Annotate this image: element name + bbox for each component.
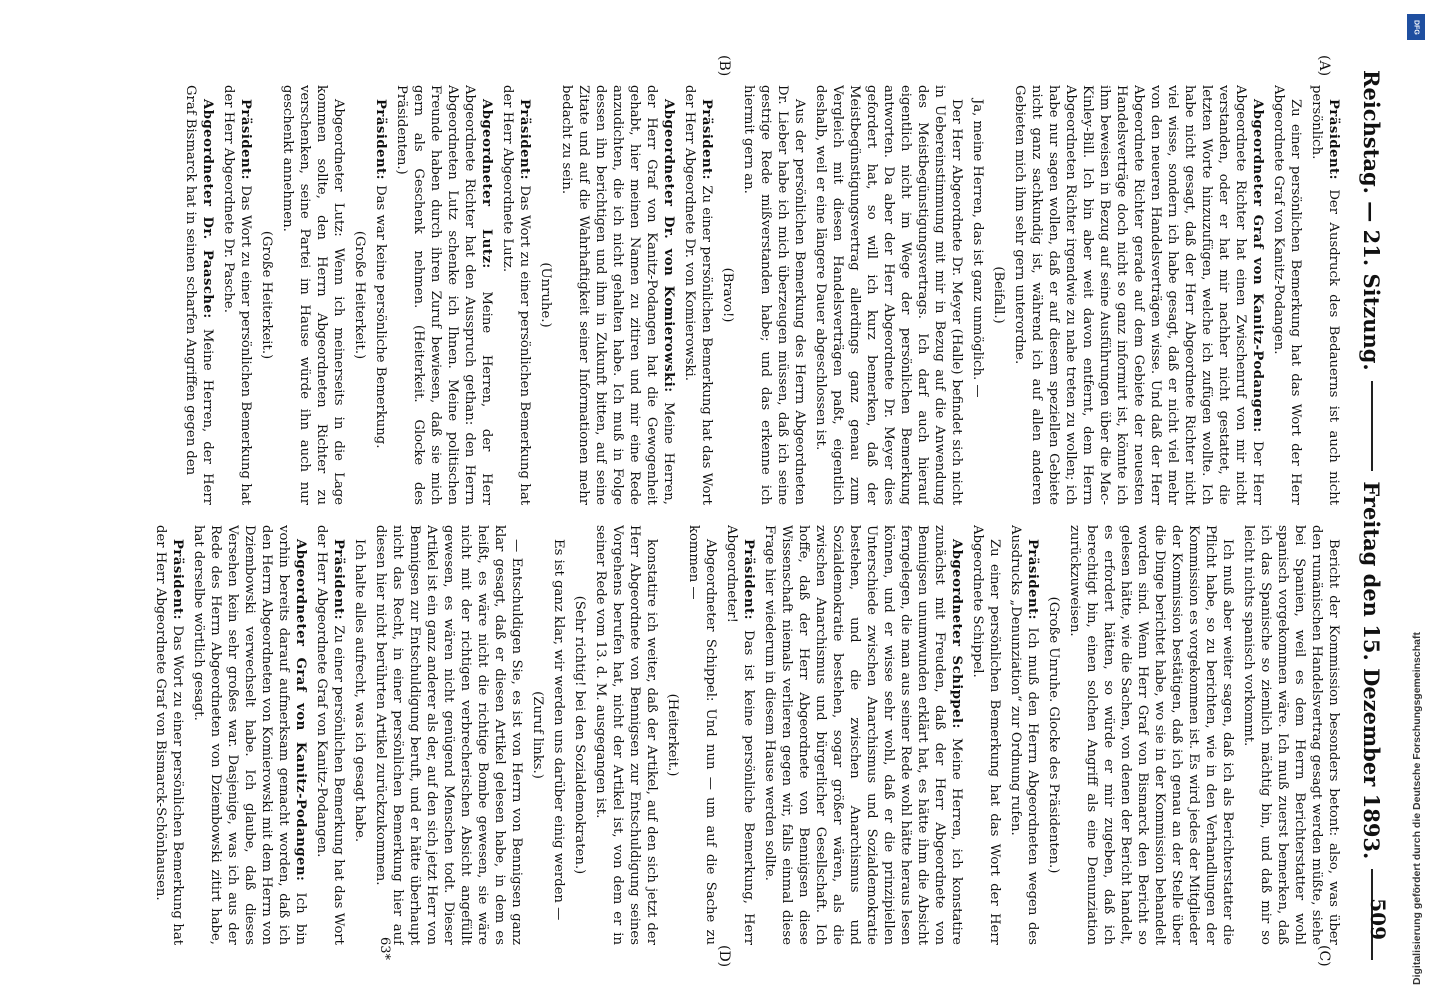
paragraph-text: konstatire ich weiter, daß der Artikel, auf den sich jetzt der Herr Abgeordnete von Bennigsen zur Entschuldigung seines Vorgehens berufen hat, nicht der Artikel ist, von dem er in seiner Rede vom 13. d. M. ausgegangen ist. [593, 525, 659, 945]
paragraph-text: Es ist ganz klar, wir werden uns darüber einig werden — [551, 539, 566, 921]
paragraph [220, 85, 254, 505]
speaker-name: Abgeordneter Schippel: [949, 539, 964, 739]
paragraph [740, 85, 808, 505]
speaker-name: Präsident: [331, 539, 346, 626]
paragraph-text: Aus der persönlichen Bemerkung des Herrn Abgeordneten Dr. Lieber habe ich mich überzeugen müssen, daß ich seine gestrige Rede mißverstanden habe; und das erkenne ich hiermit gern an. [741, 85, 807, 505]
paragraph [372, 525, 525, 945]
paragraph-text: Das Wort zu einer persönlichen Bemerkung hat der Herr Abgeordnete Lutz. [500, 85, 532, 505]
stage-direction: (Unruhe.) [538, 262, 553, 328]
paragraph-text: Ich muß aber weiter sagen, daß ich als Berichterstatter die Pflicht habe, so zu berichten, wie in den Verhandlungen der Kommission es vorgekommen ist. Es wird jedes der Mitglieder der Kommission bestätigen, daß ich genau an der Stelle über die Dinge berichtet habe, wo sie in der Kommission behandelt worden sind. Wenn Herr Graf von Bismarck den Bericht so gelesen hätte, wie die Sachen, von denen der Bericht handelt, es erfordert hätten, so würde er mir zugeben, daß ich berechtigt bin, einen solchen Angriff als eine Denunziation zurückzuweisen. [1067, 525, 1235, 945]
paragraph-text: — Entschuldigen Sie, es ist von Herrn von Bennigsen ganz klar gesagt, daß er diesen Artikel gelesen habe, in dem es heißt, es wäre nicht die richtige Bombe gewesen, sie wäre nicht mit der richtigen verbrecherischen Absicht angefüllt gewesen, es wären nicht genügend Menschen todt. Dieser Artikel ist ein ganz anderer als der, auf den sich jetzt Herr von Bennigsen zur Entschuldigung beruft, und er hätte überhaupt nicht das Recht, in einer persönlichen Bemerkung hier auf diesen hier nicht berührten Artikel zurückzukommen. [373, 525, 524, 945]
speaker-name: Präsident: [373, 99, 388, 186]
paragraph-text: Der Herr Abgeordnete Dr. Meyer (Halle) befindet sich nicht in Uebereinstimmung mit mir in Bezug auf die Anwendung des Meistbegünstigungsvertrags. Ich darf auch hierauf eigentlich nicht im Wege der persönlichen Bemerkung antworten. Da aber der Herr Abgeordnete Dr. Meyer dies gefordert hat, so will ich kurz bemerken, daß der Meistbegünstigungsvertrag allerdings ganz genau zum Vergleich mit diesen Handelsverträgen paßt, eigentlich deshalb, weil er eine längere Dauer abgeschlossen ist. [813, 85, 964, 505]
paragraph-text: Bericht der Kommission besonders betont: also, was über den rumänischen Handelsvertrag gesagt werden müßte, siehe bei Spanien, weil es dem Herrn Berichterstatter wohl spanisch vorgekommen wäre. Ich muß zuerst bemerken, daß ich das Spanische so ziemlich mächtig bin, und daß mir so leicht nichts spanisch vorkommt. [1241, 525, 1341, 945]
paragraph [279, 85, 347, 505]
paragraph-text: Das Wort zu einer persönlichen Bemerkung hat der Herr Abgeordnete Dr. Pasche. [221, 85, 253, 505]
paragraph [190, 525, 309, 945]
paragraph-text: Meine Herren, ich konstatire zunächst mit Freuden, daß der Herr Abgeordnete von Bennigsen unumwunden erklärt hat, es hätte ihm die Absicht ferngelegen, die man aus seiner Rede wohl hätte heraus lesen können, und er wisse sehr wohl, daß er die prinzipiellen Unterschiede zwischen Anarchismus und Sozialdemokratie bestehen, und die zwischen Anarchismus und Sozialdemokratie bestehen, sogar größer wären, als die zwischen Anarchismus und bürgerlicher Gesellschaft. Ich hoffe, daß der Herr Abgeordnete von Bennigsen diese Wissenschaft niemals verlieren gegen wir, falls einmal diese Frage hier wiederum in diesem Hause werden sollte. [762, 525, 964, 945]
margin-marker-a: (A) [1316, 55, 1332, 77]
paragraph [761, 525, 965, 945]
paragraph-text: Zu einer persönlichen Bemerkung hat das Wort der Herr Abgeordnete Dr. von Komierowski. [682, 85, 714, 505]
paragraph [1270, 85, 1304, 505]
header-left: Reichstag. — 21. Sitzung. [1359, 70, 1385, 371]
paragraph-text: Abgeordneter Schippel: Und nun — um auf die Sache zu kommen — [686, 525, 718, 945]
dfg-credit-text: Digitalisierung gefördert durch die Deutsche Forschungsgemeinschaft [1411, 632, 1423, 985]
speaker-name: Präsident: [1025, 539, 1040, 628]
margin-marker-b: (B) [716, 55, 732, 77]
stage-direction: (Beifall.) [991, 266, 1006, 324]
stage-direction: (Zuruf links.) [530, 691, 545, 779]
paragraph-text: Ich muß den Herrn Abgeordneten wegen des Ausdrucks „Denunziation“ zur Ordnung rufen. [1008, 525, 1040, 945]
paragraph-text: Das Wort zu einer persönlichen Bemerkung hat der Herr Abgeordnete Graf von Bismarck-Schönhausen. [153, 525, 185, 945]
paragraph-text: Zu einer persönlichen Bemerkung hat das Wort der Herr Abgeordnete Schippel. [970, 525, 1002, 945]
stage-direction: (Große Heiterkeit.) [259, 230, 274, 360]
speaker-name: Präsident: [741, 539, 756, 631]
paragraph [499, 85, 533, 505]
speaker-name: Präsident: [1326, 99, 1341, 190]
stage-direction: (Große Unruhe. Glocke des Präsidenten.) [1046, 596, 1061, 874]
speaker-name: Abgeordneter Graf von Kanitz-Podangen: [1250, 99, 1265, 442]
paragraph [1308, 85, 1342, 505]
stage-direction: (Große Heiterkeit.) [352, 230, 367, 360]
paragraph-text: Ja, meine Herren, das ist ganz unmöglich. — [970, 99, 985, 398]
running-header [1352, 70, 1392, 970]
stage-direction: (Sehr richtig! bei den Sozialdemokraten.) [572, 595, 587, 875]
paragraph [685, 525, 719, 945]
paragraph-text: Ich halte alles aufrecht, was ich gesagt habe. [352, 539, 367, 843]
paragraph-text: Ich bin vorhin bereits darauf aufmerksam gemacht worden, daß ich den Herrn Abgeordneten von Komierowski mit dem Herrn von Dziembowski verwechselt habe. Ich glaube, daß dieses Versehen kein sehr großes war. Dasjenige, was ich aus der Rede des Herrn Abgeordneten von Dziembowski zitirt habe, hat derselbe wörtlich gesagt. [191, 525, 308, 945]
paragraph-text: Abgeordneter Lutz: Wenn ich meinerseits in die Lage kommen sollte, den Herrn Abgeordneten Richter zu verschenken, seine Partei im Hause würde ihn auch nur geschenkt annehmen. [280, 85, 346, 505]
paragraph-text: Zu einer persönlichen Bemerkung hat das Wort der Herr Abgeordnete Graf von Kanitz-Podangen. [1271, 85, 1303, 505]
speaker-name: Abgeordneter Lutz: [479, 99, 494, 292]
paragraph-text: Zu einer persönlichen Bemerkung hat das Wort der Herr Abgeordnete Graf von Kanitz-Podangen. [314, 525, 346, 945]
paragraph [372, 85, 389, 505]
paragraph-text: Der Ausdruck des Bedauerns ist auch nicht persönlich. [1309, 85, 1341, 505]
paragraph [1240, 525, 1342, 945]
paragraph [1011, 85, 1266, 505]
paragraph [1007, 525, 1041, 945]
page-number: 509 [1366, 898, 1390, 940]
speaker-name: Präsident: [170, 539, 185, 626]
paragraph [558, 85, 677, 505]
margin-marker-c: (C) [1316, 945, 1332, 967]
speaker-name: Präsident: [699, 99, 714, 186]
paragraph [313, 525, 347, 945]
paragraph [969, 525, 1003, 945]
header-right: Freitag den 15. Dezember 1893. [1359, 481, 1385, 860]
dfg-sidebar [1405, 10, 1429, 990]
paragraph [152, 525, 186, 945]
paragraph [723, 525, 757, 945]
paragraph-text: Meine Herren, der Herr Abgeordnete Richter hat den Ausspruch gethan: den Herrn Abgeordneten Lutz schenke ich Ihnen. Meine politischen Freunde haben durch ihren Zuruf bewiesen, daß sie mich gern als Geschenk nehmen. (Heiterkeit. Glocke des Präsidenten.) [394, 85, 494, 505]
paragraph [550, 525, 567, 945]
header-rule [1371, 381, 1373, 472]
column-left [142, 85, 1342, 505]
paragraph [681, 85, 715, 505]
stage-direction: (Heiterkeit.) [665, 693, 680, 777]
paragraph [182, 85, 216, 505]
stage-direction: (Bravo!) [720, 267, 735, 323]
paragraph [393, 85, 495, 505]
paragraph-text: Das war keine persönliche Bemerkung. [373, 185, 388, 449]
paragraph-text: Der Herr Abgeordnete Richter hat einen Zwischenruf von mir nicht verstanden, oder er hat mir nachher nicht gestattet, die letzten Worte hinzuzufügen, welche ich zufügen wollte. Ich habe nicht gesagt, daß der Herr Abgeordnete Richter nicht viel wisse, sondern ich habe gesagt, daß er nicht viel mehr von den neueren Handelsverträgen wisse. Und daß der Herr Abgeordnete Richter gerade auf dem Gebiete der neuesten Handelsverträge doch nicht so ganz informirt ist, könnte ich ihm beweisen in Bezug auf seine Ausführungen über die Mac-Kinley-Bill. Ich bin aber weit davon entfernt, dem Herrn Abgeordneten Richter irgendwie zu nahe treten zu wollen; ich habe nur sagen wollen, daß er auf diesem speziellen Gebiete nicht ganz sachkundig ist, während ich auf allen anderen Gebieten mich ihm sehr gern unterordne. [1012, 85, 1265, 505]
column-right [142, 525, 1342, 945]
paragraph [969, 85, 986, 505]
paragraph [351, 525, 368, 945]
paragraph [1066, 525, 1236, 945]
paragraph-text: Meine Herren, der Herr Graf von Kanitz-Podangen hat die Gewogenheit gehabt, hier meinen Namen zu zitiren und mir eine Rede anzudichten, die ich nicht gehalten habe. Ich muß in Folge dessen ihn berichtigen und ihm in Zukunft bitten, auf seine Zitate und auf die Wahrhaftigkeit seiner Informationen mehr bedacht zu sein. [559, 85, 676, 505]
paragraph-text: Meine Herren, der Herr Graf Bismarck hat in seinen scharfen Angriffen gegen den [183, 85, 215, 505]
speaker-name: Präsident: [517, 99, 532, 186]
footnote-signature: 63* [377, 936, 392, 960]
speaker-name: Präsident: [238, 99, 253, 186]
speaker-name: Abgeordneter Dr. Paasche: [200, 99, 215, 329]
paragraph-text: Das ist keine persönliche Bemerkung, Herr Abgeordneter! [724, 525, 756, 945]
margin-marker-d: (D) [716, 945, 732, 968]
paragraph [592, 525, 660, 945]
paragraph [812, 85, 965, 505]
speaker-name: Abgeordneter Graf von Kanitz-Podangen: [293, 539, 308, 893]
dfg-logo: DFG [1407, 14, 1425, 40]
speaker-name: Abgeordneter Dr. von Komierowski: [661, 99, 676, 403]
